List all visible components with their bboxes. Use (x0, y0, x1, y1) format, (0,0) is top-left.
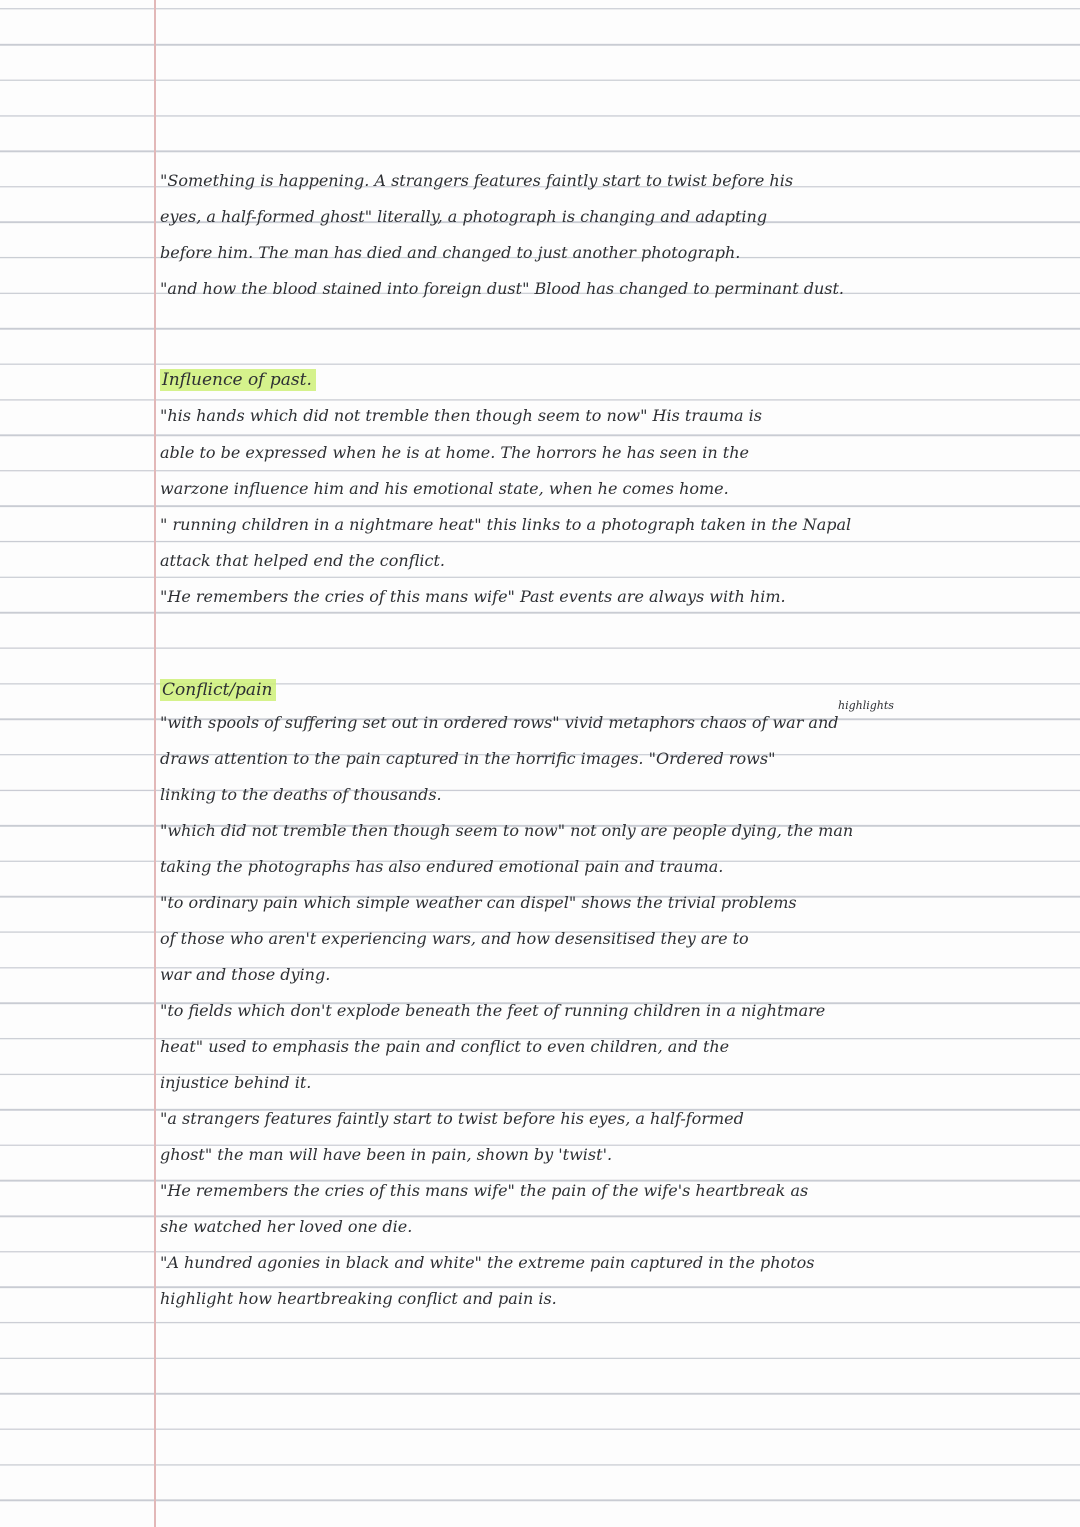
note-line: injustice behind it. (160, 1073, 312, 1092)
note-line: heat" used to emphasis the pain and conflict to even children, and the (160, 1037, 730, 1056)
note-line: "a strangers features faintly start to twist before his eyes, a half-formed (160, 1109, 744, 1128)
margin-line (154, 0, 156, 1527)
note-line: "and how the blood stained into foreign dust" Blood has changed to perminant dust. (160, 279, 845, 298)
section-heading: Influence of past. (160, 369, 316, 391)
note-line: "his hands which did not tremble then though seem to now" His trauma is (160, 406, 762, 425)
note-line: attack that helped end the conflict. (160, 551, 445, 570)
note-line: war and those dying. (160, 965, 331, 984)
note-line: before him. The man has died and changed to just another photograph. (160, 243, 741, 262)
note-line: "Something is happening. A strangers features faintly start to twist before his (160, 171, 794, 190)
note-line: able to be expressed when he is at home. The horrors he has seen in the (160, 443, 749, 462)
note-line: warzone influence him and his emotional state, when he comes home. (160, 479, 729, 498)
note-line: of those who aren't experiencing wars, and how desensitised they are to (160, 929, 749, 948)
note-line: "to ordinary pain which simple weather can dispel" shows the trivial problems (160, 893, 797, 912)
note-line: "to fields which don't explode beneath the feet of running children in a nightmare (160, 1001, 826, 1020)
note-line: ghost" the man will have been in pain, shown by 'twist'. (160, 1145, 613, 1164)
note-line: "A hundred agonies in black and white" the extreme pain captured in the photos (160, 1253, 815, 1272)
note-line: "He remembers the cries of this mans wife" the pain of the wife's heartbreak as (160, 1181, 809, 1200)
note-line: draws attention to the pain captured in the horrific images. "Ordered rows" (160, 749, 776, 768)
note-line: "with spools of suffering set out in ordered rows" vivid metaphors chaos of war and (160, 713, 839, 732)
note-line: "He remembers the cries of this mans wife" Past events are always with him. (160, 587, 786, 606)
note-line: " running children in a nightmare heat" this links to a photograph taken in the Napal (160, 515, 852, 534)
margin-annotation: highlights (838, 699, 894, 712)
note-line: taking the photographs has also endured emotional pain and trauma. (160, 857, 724, 876)
note-line: linking to the deaths of thousands. (160, 785, 442, 804)
note-line: she watched her loved one die. (160, 1217, 413, 1236)
section-heading: Conflict/pain (160, 679, 276, 701)
note-line: highlight how heartbreaking conflict and pain is. (160, 1289, 557, 1308)
note-line: "which did not tremble then though seem to now" not only are people dying, the man (160, 821, 854, 840)
note-line: eyes, a half-formed ghost" literally, a photograph is changing and adapting (160, 207, 768, 226)
